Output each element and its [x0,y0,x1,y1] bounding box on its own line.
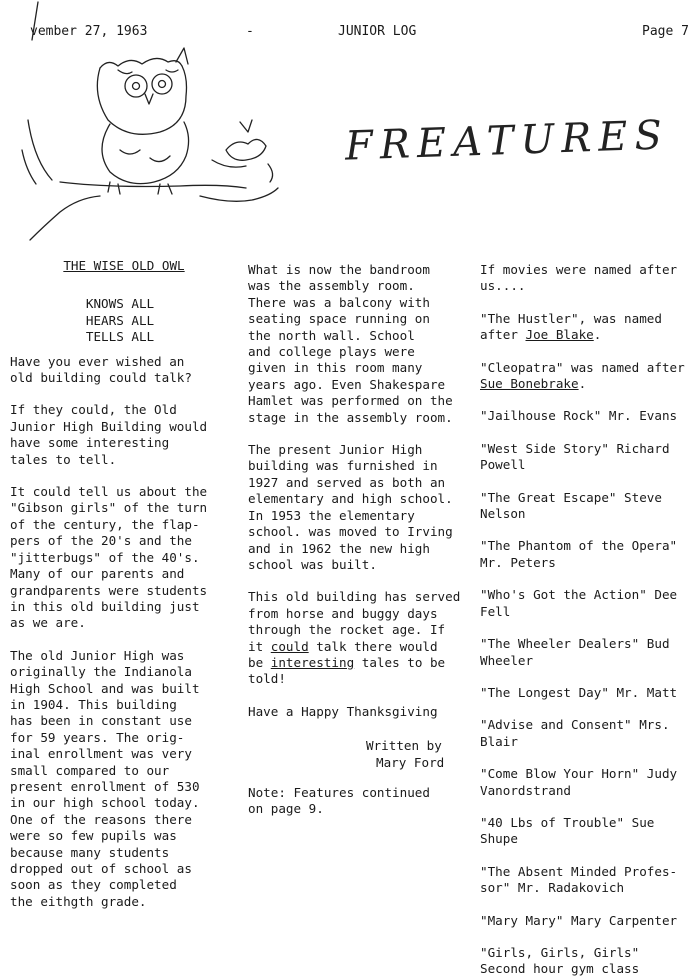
movie-item-line: "40 Lbs of Trouble" Sue [480,814,655,830]
text-line: in 1904. This building [10,696,177,712]
column-body [248,262,478,720]
movie-item [480,945,698,978]
movie-item [480,685,698,701]
header-dash: - [246,24,254,39]
page-number: Page 7 [642,24,689,39]
motto-line: TELLS ALL [85,329,155,345]
text-line: and in 1962 the new high [248,540,430,556]
text-line: One of the reasons there [10,811,192,827]
text-line: There was a balcony with [248,294,430,310]
note-line: on page 9. [248,801,324,817]
movie-item [480,311,698,344]
movie-item-line: Second hour gym class [480,961,640,977]
movie-list [480,311,698,978]
text-line: in this old building just [10,598,200,614]
column-old-building [248,262,478,818]
column-movie-titles [480,262,698,978]
movie-item [480,717,698,750]
text-line: old building could talk? [10,370,192,386]
text-line: the north wall. School [248,327,415,343]
movie-item-line: Wheeler [480,652,534,668]
movie-item [480,538,698,571]
movie-item-line: "Jailhouse Rock" Mr. Evans [480,408,678,424]
text-line: given in this room many [248,360,423,376]
motto-line: HEARS ALL [85,312,155,328]
column-heading: THE WISE OLD OWL [63,258,185,273]
text-line: for 59 years. The orig- [10,729,185,745]
byline-label: Written by [366,738,442,754]
movie-item-line: "Girls, Girls, Girls" [480,944,640,960]
text-line: In 1953 the elementary [248,507,415,523]
movie-item [480,408,698,424]
text-line: it could talk there would [248,638,438,654]
text-line: "Gibson girls" of the turn [10,500,208,516]
text-line: The present Junior High [248,442,423,458]
text-line: Many of our parents and [10,566,185,582]
movie-item-line: Blair [480,733,518,749]
text-line: because many students [10,844,170,860]
features-banner-title: FREATURES [344,112,670,170]
text-line: Have a Happy Thanksgiving [248,703,438,719]
movie-item-line: "Who's Got the Action" Dee [480,587,678,603]
movie-item [480,766,698,799]
movie-item-line: "Mary Mary" Mary Carpenter [480,912,678,928]
text-line: What is now the bandroom [248,262,430,277]
movie-item-line: "The Longest Day" Mr. Matt [480,684,678,700]
text-line: Junior High Building would [10,418,208,434]
text-line: school. was moved to Irving [248,524,453,540]
text-line: years ago. Even Shakespare [248,376,446,392]
movie-item-line: Fell [480,603,511,619]
text-line: school was built. [248,556,377,572]
text-line: It could tell us about the [10,484,208,500]
text-line: This old building has served [248,589,461,605]
text-line: has been in constant use [10,713,192,729]
movie-item-line: "The Wheeler Dealers" Bud [480,636,670,652]
text-line: If they could, the Old [10,402,177,418]
movie-item-line: "The Great Escape" Steve [480,489,662,505]
movie-item-line: after Joe Blake. [480,327,602,343]
movie-item [480,490,698,523]
text-line: dropped out of school as [10,861,192,876]
text-line: tales to tell. [10,451,117,467]
text-line: were so few pupils was [10,828,177,844]
text-line: be interesting tales to be [248,654,446,670]
movie-item [480,441,698,474]
text-line: Hamlet was performed on the [248,393,453,409]
text-line: soon as they completed [10,877,177,893]
text-line: originally the Indianola [10,664,192,680]
movie-item [480,913,698,929]
text-line: inal enrollment was very [10,746,192,762]
movie-item-line: Mr. Peters [480,554,556,570]
movie-item [480,864,698,897]
text-line: was the assembly room. [248,278,415,294]
text-line: and college plays were [248,344,415,360]
movie-item [480,815,698,848]
text-line: the eithgth grade. [10,893,147,909]
text-line: building was furnished in [248,458,438,474]
movie-item-line: Sue Bonebrake. [480,376,587,392]
text-line: have some interesting [10,435,170,451]
intro-line: If movies were named after [480,262,678,277]
text-line: of the century, the flap- [10,516,200,532]
text-line: elementary and high school. [248,491,453,507]
text-line: seating space running on [248,311,430,327]
movie-item [480,587,698,620]
text-line: stage in the assembly room. [248,409,453,425]
note-line: Note: Features continued [248,784,430,800]
text-line: "jitterbugs" of the 40's. [10,549,200,565]
text-line: pers of the 20's and the [10,533,192,549]
text-line: present enrollment of 530 [10,778,200,794]
movie-item-line: "The Hustler", was named [480,310,662,326]
movie-item-line: Nelson [480,506,526,522]
movie-item-line: "The Phantom of the Opera" [480,538,678,554]
movie-item [480,360,698,393]
movie-item-line: Vanordstrand [480,782,571,798]
movie-item-line: "West Side Story" Richard [480,440,670,456]
movie-item-line: "Advise and Consent" Mrs. [480,717,670,733]
text-line: told! [248,671,286,687]
issue-date: vember 27, 1963 [30,24,148,39]
text-line: through the rocket age. If [248,622,446,638]
movie-item-line: sor" Mr. Radakovich [480,880,625,896]
movie-item-line: "Come Blow Your Horn" Judy [480,766,678,782]
movie-item-line: Shupe [480,831,518,847]
movie-item-line: "Cleopatra" was named after [480,359,685,375]
publication-name: JUNIOR LOG [338,24,417,39]
text-line: Have you ever wished an [10,353,185,369]
text-line: in our high school today. [10,795,200,811]
intro-line: us.... [480,278,526,294]
column-body [10,354,230,911]
movie-item-line: Powell [480,457,526,473]
movie-item-line: "The Absent Minded Profes- [480,863,678,879]
text-line: grandparents were students [10,582,208,598]
text-line: small compared to our [10,762,170,778]
text-line: 1927 and served as both an [248,474,446,490]
text-line: The old Junior High was [10,647,185,663]
text-line: from horse and buggy days [248,605,438,621]
column-wise-old-owl [10,258,230,910]
motto-line: KNOWS ALL [85,296,155,312]
movie-item [480,636,698,669]
text-line: High School and was built [10,680,200,696]
text-line: as we are. [10,615,86,631]
byline-author: Mary Ford [376,754,445,770]
